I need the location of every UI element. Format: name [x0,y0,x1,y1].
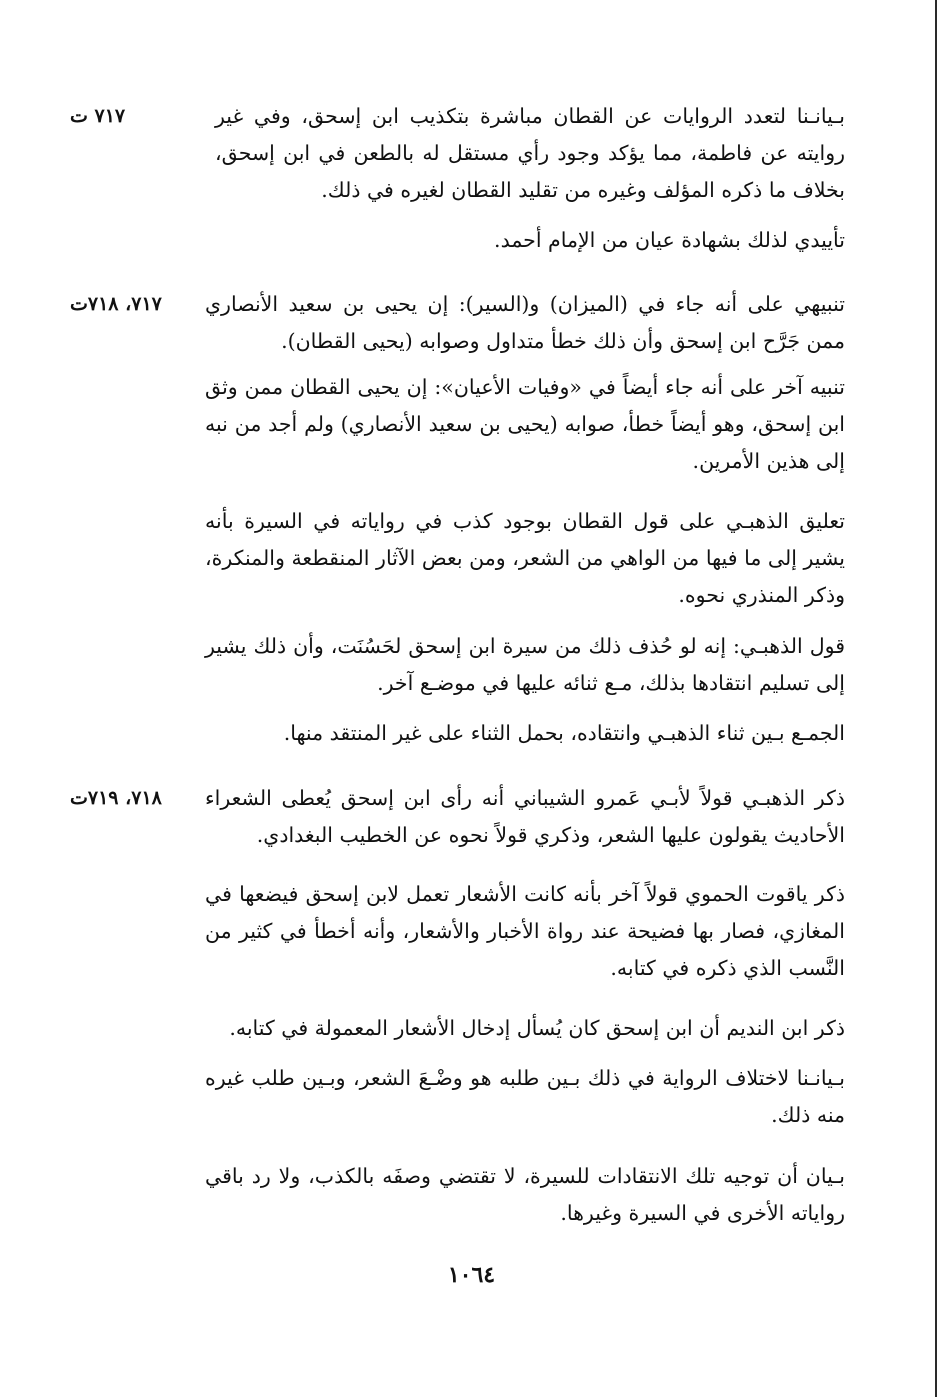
page-edge-line [935,0,937,1397]
index-entry: قول الذهبـي: إنه لو حُذف ذلك من سيرة ابن إسحق لحَسُنَت، وأن ذلك يشير إلى تسليم انتقادها بذلك، مـع ثنائه عليها في موضـع آخر. [205,634,845,695]
reference-number: ٧١٧، ٧١٨ت [70,293,162,315]
index-entry: ذكر ابن النديم أن ابن إسحق كان يُسأل إدخال الأشعار المعمولة في كتابه. [229,1016,845,1040]
index-entry: بـيانـنا لاختلاف الرواية في ذلك بـين طلبه هو وضْـعَ الشعر، وبـين طلب غيره منه ذلك. [205,1066,845,1127]
index-entry: تعليق الذهبـي على قول القطان بوجود كذب في رواياته في السيرة بأنه يشير إلى ما فيها من الواهي من الشعر، ومن بعض الآثار المنقطعة والمنكرة، وذكر المنذري نحوه. [205,509,845,607]
page-number: ١٠٦٤ [447,1262,496,1288]
index-entry: ذكر ياقوت الحموي قولاً آخر بأنه كانت الأشعار تعمل لابن إسحق فيضعها في المغازي، فصار بها فضيحة عند رواة الأخبار والأشعار، وأنه أخطأ في كثير من النَّسب الذي ذكره في كتابه. [205,882,845,980]
index-entry: تأييدي لذلك بشهادة عيان من الإمام أحمد. [494,228,845,252]
index-entry: تنبيهي على أنه جاء في (الميزان) و(السير): إن يحيى بن سعيد الأنصاري ممن جَرَّح ابن إسحق وأن ذلك خطأ متداول وصوابه (يحيى القطان). [205,292,845,353]
index-entry: الجمـع بـين ثناء الذهبـي وانتقاده، بحمل الثناء على غير المنتقد منها. [283,721,845,745]
index-entry: بـيان أن توجيه تلك الانتقادات للسيرة، لا تقتضي وصفَه بالكذب، ولا رد باقي رواياته الأخرى في السيرة وغيرها. [205,1164,845,1225]
index-entry: ذكر الذهبـي قولاً لأبـي عَمرو الشيباني أنه رأى ابن إسحق يُعطى الشعراء الأحاديث يقولون عليها الشعر، وذكري قولاً نحوه عن الخطيب البغدادي. [205,786,845,847]
reference-number: ٧١٨، ٧١٩ت [70,787,162,809]
index-entry: بـيانـنا لتعدد الروايات عن القطان مباشرة بتكذيب ابن إسحق، وفي غير روايته عن فاطمة، مما يؤكد وجود رأي مستقل له بالطعن في ابن إسحق، بخلاف ما ذكره المؤلف وغيره من تقليد القطان لغيره في ذلك. [215,104,845,202]
reference-number: ٧١٧ ت [70,105,126,127]
index-entry: تنبيه آخر على أنه جاء أيضاً في «وفيات الأعيان»: إن يحيى القطان ممن وثق ابن إسحق، وهو أيضاً خطأ، صوابه (يحيى بن سعيد الأنصاري) ولم أجد من نبه إلى هذين الأمرين. [205,375,845,473]
